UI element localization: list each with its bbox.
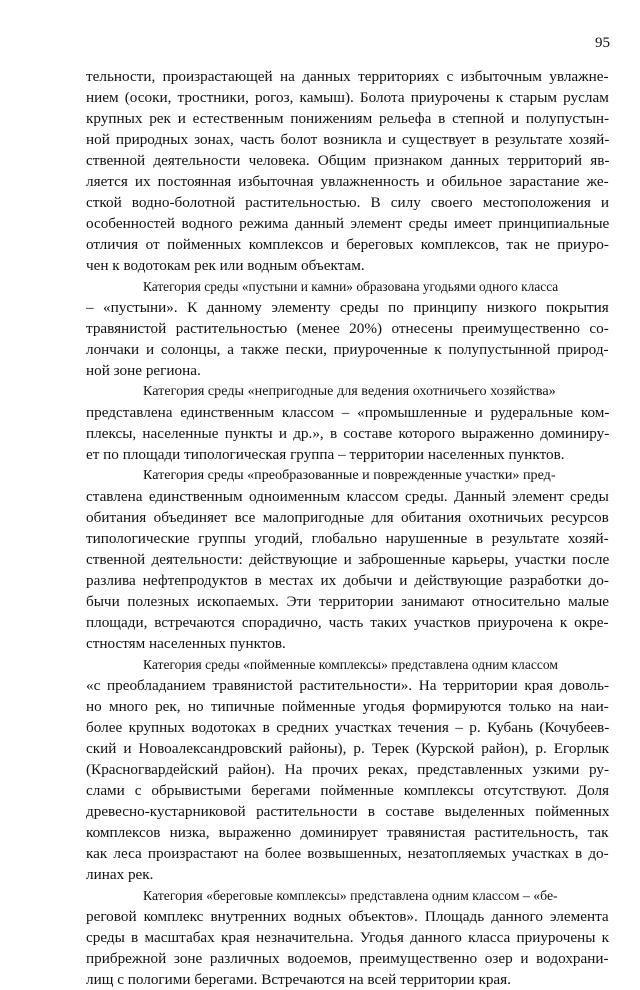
- text-line: но много рек, но типичные пойменные угодья формируются только на наи-: [86, 698, 609, 715]
- text-line: обитания объединяет все малопригодные для обитания охотничьих ресурсов: [86, 509, 609, 526]
- text-line: ляется их постоянная избыточная увлажненность и обильное зарастание же-: [86, 173, 609, 190]
- text-line: (Красногвардейский район). На прочих реках, представленных узкими ру-: [86, 761, 609, 778]
- text-line: представлена единственным классом – «промышленные и рудеральные ком-: [86, 404, 609, 421]
- text-line: крупных рек и естественным понижениям рельефа в степной и полупустын-: [86, 110, 609, 127]
- text-line: нием (осоки, тростники, рогоз, камыш). Болота приурочены к старым руслам: [86, 89, 609, 106]
- text-line: древесно-кустарниковой растительности в составе выделенных пойменных: [86, 803, 609, 820]
- text-line: бычи полезных ископаемых. Эти территории занимают относительно малые: [86, 593, 609, 610]
- text-line: лончаки и солонцы, а также пески, приуроченные к полупустынной природ-: [86, 341, 609, 358]
- text-line: отличия от пойменных комплексов и береговых комплексов, так не приуро-: [86, 236, 609, 253]
- text-line: сткой водно-болотной растительностью. В силу своего местоположения и: [86, 194, 609, 211]
- text-line: ет по площади типологическая группа – территории населенных пунктов.: [86, 446, 565, 463]
- text-line: ной зоне региона.: [86, 362, 201, 379]
- text-line: среды в масштабах края незначительна. Угодья данного класса приурочены к: [86, 929, 609, 946]
- text-line: Категория среды «непригодные для ведения охотничьего хозяйства»: [143, 383, 556, 399]
- text-line: ной природных зонах, часть болот возникла и существует в результате хозяй-: [86, 131, 609, 148]
- text-line: более крупных водотоках в средних участках течения – р. Кубань (Кочубеев-: [86, 719, 609, 736]
- text-line: тельности, произрастающей на данных территориях с избыточным увлажне-: [86, 68, 609, 85]
- text-line: слами с обрывистыми берегами пойменные комплексы отсутствуют. Доля: [86, 782, 609, 799]
- text-line: как леса произрастают на более возвышенных, незатопляемых участках в до-: [86, 845, 609, 862]
- text-line: Категория среды «пустыни и камни» образована угодьями одного класса: [143, 279, 559, 294]
- text-line: комплексов низка, выраженно доминирует травянистая растительность, так: [86, 824, 609, 841]
- page-number: 95: [595, 35, 610, 51]
- text-line: лищ с пологими берегами. Встречаются на всей территории края.: [86, 971, 511, 988]
- text-line: площади, встречаются спорадично, часть таких участков приурочена к окре-: [86, 614, 609, 631]
- text-line: линах рек.: [86, 866, 154, 883]
- text-line: Категория среды «пойменные комплексы» представлена одним классом: [143, 657, 558, 672]
- text-line: – «пустыни». К данному элементу среды по принципу низкого покрытия: [86, 299, 609, 316]
- text-line: ставлена единственным одноименным классом среды. Данный элемент среды: [86, 488, 609, 505]
- text-line: ский и Новоалександровский районы), р. Терек (Курской район), р. Егорлык: [86, 740, 609, 757]
- text-line: травянистой растительностью (менее 20%) отнесены преимущественно со-: [86, 320, 609, 337]
- body-text: [86, 66, 609, 990]
- text-line: «с преобладанием травянистой растительности». На территории края доволь-: [86, 677, 609, 694]
- text-line: реговой комплекс внутренних водных объектов». Площадь данного элемента: [86, 908, 609, 925]
- text-line: Категория среды «преобразованные и поврежденные участки» пред-: [143, 467, 556, 483]
- text-line: прибрежной зоне различных водоемов, преимущественно озер и водохрани-: [86, 950, 609, 967]
- text-line: типологические группы угодий, глобально нарушенные в результате хозяй-: [86, 530, 609, 547]
- text-line: Категория «береговые комплексы» представлена одним классом – «бе-: [143, 888, 558, 903]
- text-line: чен к водотокам рек или водным объектам.: [86, 257, 365, 274]
- text-line: плексы, населенные пункты и др.», в составе которого выраженно доминиру-: [86, 425, 609, 442]
- text-line: разлива нефтепродуктов в местах их добычи и действующие разработки до-: [86, 572, 609, 589]
- text-line: стностям населенных пунктов.: [86, 635, 286, 652]
- text-line: ственной деятельности человека. Общим признаком данных территорий яв-: [86, 152, 609, 169]
- text-line: особенностей водного режима данный элемент среды имеет принципиальные: [86, 215, 609, 232]
- text-line: ственной деятельности: действующие и заброшенные карьеры, участки после: [86, 551, 609, 568]
